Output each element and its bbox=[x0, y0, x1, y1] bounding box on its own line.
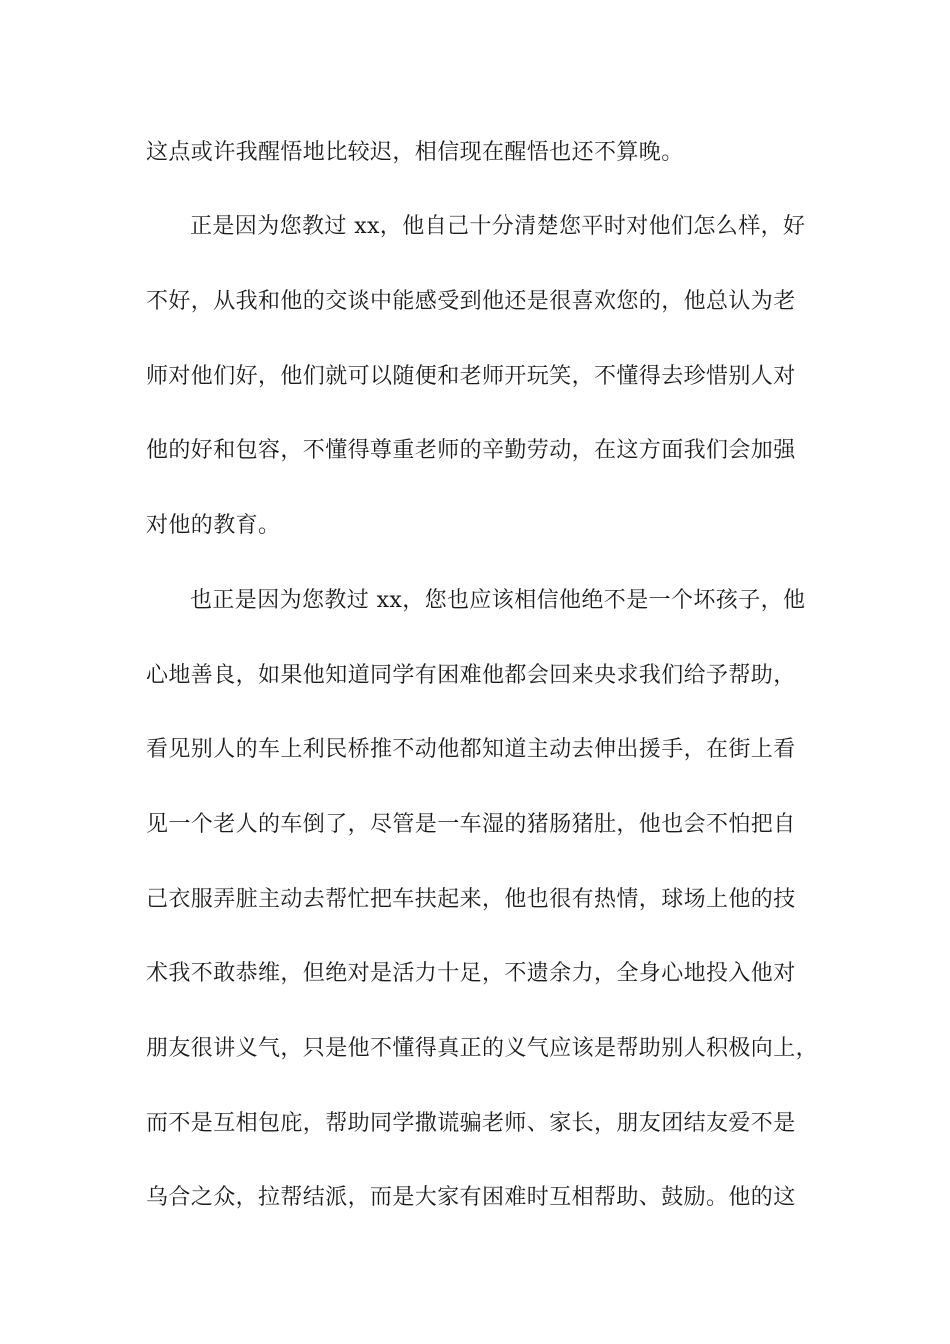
text-line: 也正是因为您教过 xx，您也应该相信他绝不是一个坏孩子，他 bbox=[190, 588, 806, 613]
text-line: 朋友很讲义气，只是他不懂得真正的义气应该是帮助别人积极向上， bbox=[146, 1036, 819, 1061]
text-line: 术我不敢恭维，但绝对是活力十足，不遗余力，全身心地投入他对 bbox=[146, 961, 796, 986]
text-line: 看见别人的车上利民桥推不动他都知道主动去伸出援手，在街上看 bbox=[146, 737, 796, 762]
text-line: 正是因为您教过 xx，他自己十分清楚您平时对他们怎么样，好 bbox=[190, 214, 806, 239]
text-line: 这点或许我醒悟地比较迟，相信现在醒悟也还不算晚。 bbox=[146, 140, 684, 165]
text-line: 心地善良，如果他知道同学有困难他都会回来央求我们给予帮助， bbox=[146, 663, 796, 688]
text-line: 不好，从我和他的交谈中能感受到他还是很喜欢您的，他总认为老 bbox=[146, 289, 796, 314]
text-line: 师对他们好，他们就可以随便和老师开玩笑，不懂得去珍惜别人对 bbox=[146, 364, 796, 389]
text-line: 乌合之众，拉帮结派，而是大家有困难时互相帮助、鼓励。他的这 bbox=[146, 1185, 796, 1210]
text-line: 对他的教育。 bbox=[146, 513, 281, 538]
text-line: 见一个老人的车倒了，尽管是一车湿的猪肠猪肚，他也会不怕把自 bbox=[146, 812, 796, 837]
text-line: 己衣服弄脏主动去帮忙把车扶起来，他也很有热情，球场上他的技 bbox=[146, 887, 796, 912]
text-line: 他的好和包容，不懂得尊重老师的辛勤劳动，在这方面我们会加强 bbox=[146, 438, 796, 463]
text-line: 而不是互相包庇，帮助同学撒谎骗老师、家长，朋友团结友爱不是 bbox=[146, 1111, 796, 1136]
